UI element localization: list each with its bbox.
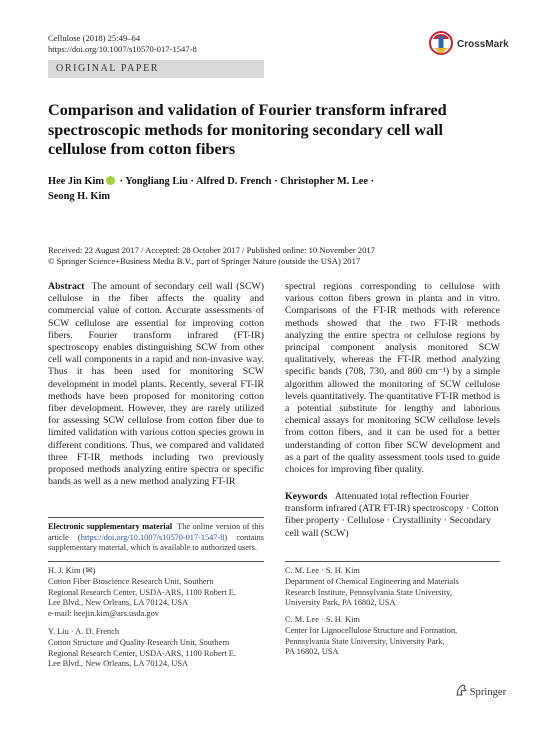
page-title: Comparison and validation of Fourier transform infrared spectroscopic methods for monitoring secondary cell wall cellulose from cotton fibers <box>48 101 447 158</box>
copyright-line: © Springer Science+Business Media B.V., part of Springer Nature (outside the USA) 2017 <box>48 256 361 266</box>
affiliation-line: Department of Chemical Engineering and Materials <box>285 576 459 586</box>
affiliation-line: PA 16802, USA <box>285 647 339 657</box>
journal-citation: Cellulose (2018) 25:49–64 <box>48 33 141 43</box>
esm-note <box>48 522 264 554</box>
orcid-icon[interactable] <box>106 176 115 185</box>
publication-dates: Received: 22 August 2017 / Accepted: 28 October 2017 / Published online: 10 November 2017 <box>48 245 375 255</box>
abstract-right-column <box>285 281 500 476</box>
esm-divider <box>48 517 264 518</box>
keywords-heading: Keywords <box>285 491 328 502</box>
article-type-banner: ORIGINAL PAPER <box>48 60 264 78</box>
publisher-name: Springer <box>469 687 507 698</box>
affiliation-line: Y. Liu · A. D. French <box>48 627 120 636</box>
abstract-heading: Abstract <box>48 281 85 292</box>
affiliation-line: Regional Research Center, USDA-ARS, 1100 Robert E. <box>48 648 236 658</box>
author-list-rest: · Yongliang Liu · Alfred D. French · Christopher M. Lee · <box>119 176 375 187</box>
esm-heading: Electronic supplementary material <box>48 522 173 531</box>
affiliation-line: Lee Blvd., New Orleans, LA 70124, USA <box>48 598 189 608</box>
affiliation-psu-chem <box>285 566 500 609</box>
affiliation-line: Research Institute, Pennsylvania State University, <box>285 587 452 597</box>
affiliation-liu-french <box>48 627 264 670</box>
affiliation-line: Lee Blvd., New Orleans, LA 70124, USA <box>48 659 189 669</box>
author-last: Seong H. Kim <box>48 190 111 202</box>
esm-text-after: ) contains supplementary material, which is available to authorized users. <box>48 532 264 553</box>
abstract-left-column <box>48 281 264 488</box>
keywords-block <box>285 491 500 540</box>
affiliation-line: University Park, PA 16802, USA <box>285 598 396 608</box>
affiliation-line: Cotton Fiber Bioscience Research Unit, Southern <box>48 576 214 586</box>
article-doi[interactable]: https://doi.org/10.1007/s10570-017-1547-8 <box>48 44 197 54</box>
abstract-text-left: The amount of secondary cell wall (SCW) cellulose in the fiber affects the quality and commercial value of cotton. Accurate assessments of SCW cellulose are essential for improving cotton fibers. Fourier transform infrared (FT-IR) spectroscopy enables distinguishing SCW from other cell wall components in a rapid and non-invasive way. Thus it has been used for monitoring SCW development in model plants. Recently, several FT-IR methods have been proposed for monitoring cotton fiber development. However, they are rarely utilized for assessing SCW cellulose from cotton fiber due to limited validation with various cotton species grown in different conditions. Thus, we compared and validated three FT-IR methods including two previously proposed methods analyzing entire spectra or specific bands as well as a new method analyzing FT-IR <box>48 281 264 488</box>
keywords-text: Attenuated total reflection Fourier transform infrared (ATR FT-IR) spectroscopy · Cotton fiber property · Cellulose · Crystallinity · Secondary cell wall (SCW) <box>285 491 499 539</box>
affiliation-line: Regional Research Center, USDA-ARS, 1100 Robert E. <box>48 587 236 597</box>
affiliation-line: C. M. Lee · S. H. Kim <box>285 615 360 624</box>
crossmark-label: CrossMark <box>457 39 509 50</box>
publisher-logo <box>455 684 506 698</box>
affiliation-line: C. M. Lee · S. H. Kim <box>285 566 360 575</box>
crossmark-icon <box>428 30 454 60</box>
author-email[interactable]: e-mail: heejin.kim@ars.usda.gov <box>48 609 159 619</box>
author-list <box>48 175 378 204</box>
abstract-text-right: spectral regions corresponding to cellulose with various cotton fibers grown in planta and in vitro. Comparisons of the FT-IR methods with reference methods showed that the two FT-IR methods analyzing the entire spectra or cellulose regions by principal component analysis monitored SCW qualitatively, whereas the FT-IR method analyzing specific bands (708, 730, and 800 cm⁻¹) by a simple algorithm allowed the monitoring of SCW cellulose levels quantitatively. The quantitative FT-IR method is a potential substitute for lengthy and laborious chemical assays for monitoring SCW cellulose levels from cotton fibers, and it can be used for a better understanding of cotton fiber SCW development and as a part of the quality assessment tools used to guide choices for improving fiber quality. <box>285 281 500 476</box>
springer-horse-icon <box>455 684 467 696</box>
author-first[interactable]: Hee Jin Kim <box>48 176 104 187</box>
affiliation-line: Center for Lignocellulose Structure and Formation, <box>285 625 458 635</box>
affiliation-line: H. J. Kim (✉) <box>48 566 96 575</box>
affiliation-divider-left <box>48 561 264 562</box>
esm-link[interactable]: https://doi.org/10.1007/s10570-017-1547-8 <box>80 532 225 542</box>
crossmark-badge[interactable] <box>428 30 509 60</box>
affiliation-line: Pennsylvania State University, University Park, <box>285 636 445 646</box>
affiliation-divider-right <box>285 561 500 562</box>
esm-text-before: The online version of this article ( <box>48 522 264 542</box>
affiliation-kim <box>48 566 264 620</box>
affiliation-line: Cotton Structure and Quality Research Unit, Southern <box>48 637 230 647</box>
affiliation-psu-lignocellulose <box>285 615 500 658</box>
